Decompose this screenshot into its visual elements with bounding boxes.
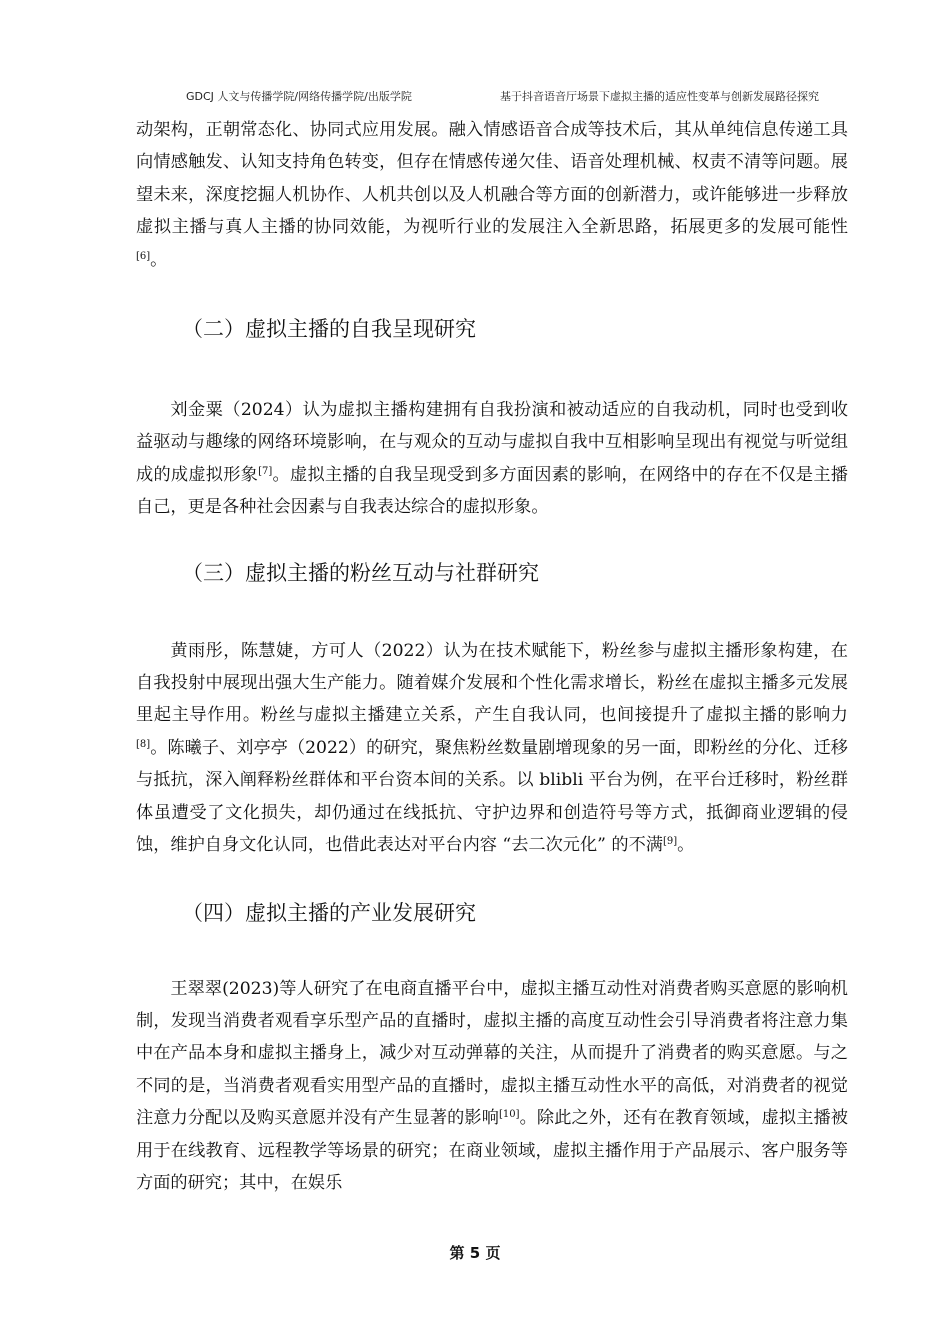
section-heading-self-presentation: （二）虚拟主播的自我呈现研究 xyxy=(182,317,476,342)
section-heading-industry: （四）虚拟主播的产业发展研究 xyxy=(182,900,476,925)
paragraph-fan-interaction: 黄雨彤，陈慧婕，方可人（2022）认为在技术赋能下，粉丝参与虚拟主播形象构建，在自我投射中展现出强大生产能力。随着媒介发展和个性化需求增长，粉丝在虚拟主播多元发展里起主导作用。粉丝与虚拟主播建立关系，产生自我认同，也间接提升了虚拟主播的影响力[8]。陈曦子、刘亭亭（2022）的研究，聚焦粉丝数量剧增现象的另一面，即粉丝的分化、迁移与抵抗，深入阐释粉丝群体和平台资本间的关系。以 blibli 平台为例，在平台迁移时，粉丝群体虽遭受了文化损失，却仍通过在线抵抗、守护边界和创造符号等方式，抵御商业逻辑的侵蚀，维护自身文化认同，也借此表达对平台内容 “去二次元化” 的不满[9]。 xyxy=(136,640,848,856)
page-body xyxy=(136,114,848,1199)
citation-ref: [10] xyxy=(499,1109,520,1121)
section-heading-fan-interaction: （三）虚拟主播的粉丝互动与社群研究 xyxy=(182,560,539,585)
page-number: 第 5 页 xyxy=(449,1244,501,1262)
citation-ref: [9] xyxy=(662,836,678,848)
citation-ref: [6] xyxy=(136,250,151,262)
citation-ref: [7] xyxy=(258,465,273,477)
header-left-institution: GDCJ 人文与传播学院/网络传播学院/出版学院 xyxy=(186,90,412,103)
running-header xyxy=(0,88,950,108)
header-right-title: 基于抖音语音厅场景下虚拟主播的适应性变革与创新发展路径探究 xyxy=(500,90,819,103)
paragraph-self-presentation: 刘金粟（2024）认为虚拟主播构建拥有自我扮演和被动适应的自我动机，同时也受到收益驱动与趣缘的网络环境影响，在与观众的互动与虚拟自我中互相影响呈现出有视觉与听觉组成的成虚拟形象[7]。虚拟主播的自我呈现受到多方面因素的影响，在网络中的存在不仅是主播自己，更是各种社会因素与自我表达综合的虚拟形象。 xyxy=(136,400,848,518)
paragraph-continued: 动架构，正朝常态化、协同式应用发展。融入情感语音合成等技术后，其从单纯信息传递工具向情感触发、认知支持角色转变，但存在情感传递欠佳、语音处理机械、权责不清等问题。展望未来，深度挖掘人机协作、人机共创以及人机融合等方面的创新潜力，或许能够进一步释放虚拟主播与真人主播的协同效能，为视听行业的发展注入全新思路，拓展更多的发展可能性[6]。 xyxy=(136,120,848,270)
citation-ref: [8] xyxy=(136,738,151,750)
paragraph-industry: 王翠翠(2023)等人研究了在电商直播平台中，虚拟主播互动性对消费者购买意愿的影响机制，发现当消费者观看享乐型产品的直播时，虚拟主播的高度互动性会引导消费者将注意力集中在产品本身和虚拟主播身上，减少对互动弹幕的关注，从而提升了消费者的购买意愿。与之不同的是，当消费者观看实用型产品的直播时，虚拟主播互动性水平的高低，对消费者的视觉注意力分配以及购买意愿并没有产生显著的影响[10]。除此之外，还有在教育领域，虚拟主播被用于在线教育、远程教学等场景的研究；在商业领域，虚拟主播作用于产品展示、客户服务等方面的研究；其中，在娱乐 xyxy=(136,978,848,1193)
